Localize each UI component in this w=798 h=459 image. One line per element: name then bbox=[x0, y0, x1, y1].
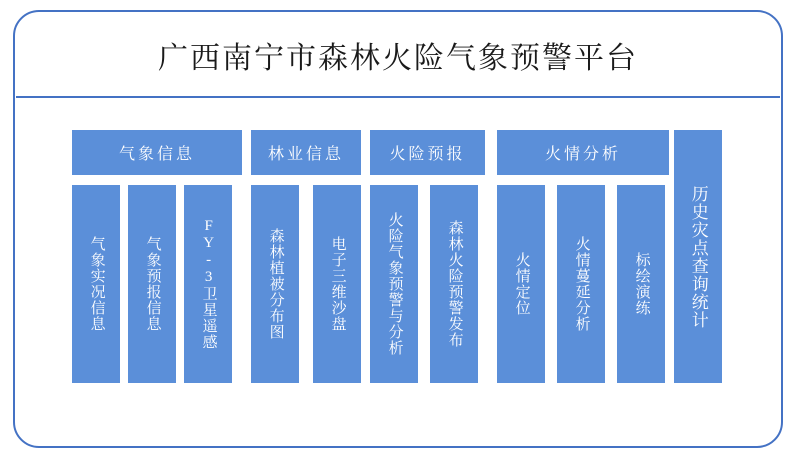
module-label: FY-3卫星遥感 bbox=[200, 218, 217, 350]
module-fire-risk-weather-warning-analysis[interactable] bbox=[370, 185, 418, 383]
group-header-fire-analysis[interactable] bbox=[497, 130, 669, 175]
module-label: 气象预报信息 bbox=[144, 236, 161, 332]
platform-title bbox=[15, 12, 781, 97]
module-marking-drill[interactable] bbox=[617, 185, 665, 383]
module-historical-disaster-query-statistics[interactable] bbox=[674, 130, 722, 383]
module-label: 历史灾点查询统计 bbox=[688, 184, 708, 329]
module-label: 气象实况信息 bbox=[88, 236, 105, 332]
group-header-forestry-info[interactable] bbox=[251, 130, 361, 175]
module-electronic-3d-sandbox[interactable] bbox=[313, 185, 361, 383]
module-label: 电子三维沙盘 bbox=[329, 236, 346, 332]
module-label: 森林植被分布图 bbox=[267, 228, 284, 340]
module-forest-vegetation-map[interactable] bbox=[251, 185, 299, 383]
module-fire-spread-analysis[interactable] bbox=[557, 185, 605, 383]
group-header-fire-risk-forecast[interactable] bbox=[370, 130, 485, 175]
group-header-label: 林业信息 bbox=[267, 146, 344, 163]
page-title: 广西南宁市森林火险气象预警平台 bbox=[158, 41, 638, 75]
module-label: 火险气象预警与分析 bbox=[386, 212, 403, 356]
module-label: 火情定位 bbox=[513, 252, 530, 316]
group-header-weather-info[interactable] bbox=[72, 130, 242, 175]
module-forest-fire-risk-warning-release[interactable] bbox=[430, 185, 478, 383]
module-label: 森林火险预警发布 bbox=[446, 220, 463, 348]
group-header-label: 气象信息 bbox=[118, 146, 195, 163]
module-label: 标绘演练 bbox=[633, 252, 650, 316]
module-weather-forecast-info[interactable] bbox=[128, 185, 176, 383]
group-header-label: 火情分析 bbox=[544, 146, 621, 163]
title-divider bbox=[16, 96, 780, 98]
group-header-label: 火险预报 bbox=[389, 146, 466, 163]
module-fy3-satellite-remote-sensing[interactable] bbox=[184, 185, 232, 383]
module-weather-live-info[interactable] bbox=[72, 185, 120, 383]
module-fire-location[interactable] bbox=[497, 185, 545, 383]
module-label: 火情蔓延分析 bbox=[573, 236, 590, 332]
